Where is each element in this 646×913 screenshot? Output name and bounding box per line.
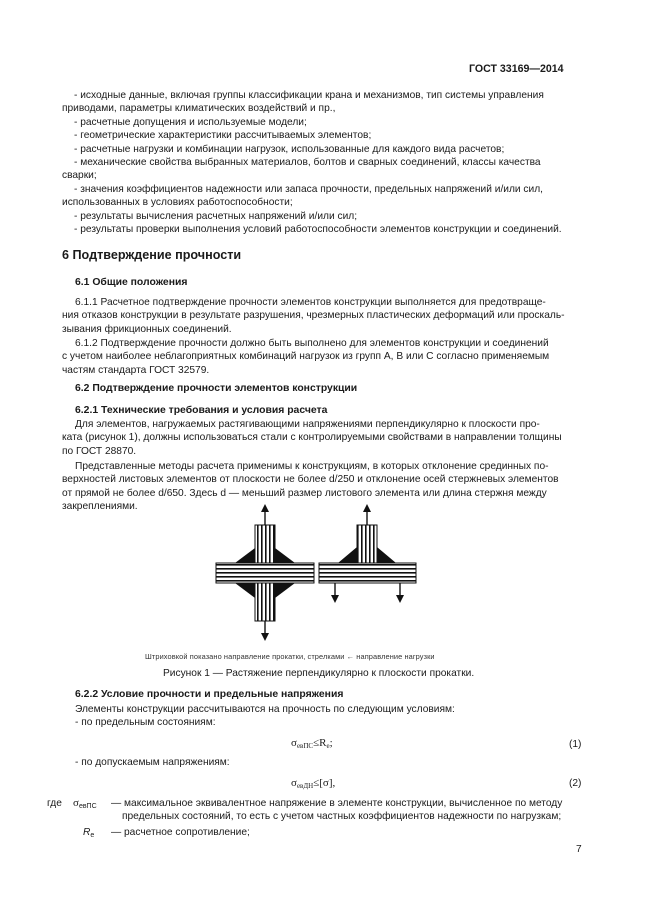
subsection-title: 6.1 Общие положения xyxy=(75,277,188,288)
weld-fillet xyxy=(377,547,396,563)
formula-1-number: (1) xyxy=(569,739,582,750)
weld-fillet xyxy=(338,547,357,563)
formula-1: σeвПС≤Re; xyxy=(291,737,333,750)
list-item: - механические свойства выбранных материалов, болтов и сварных соединений, классы качества xyxy=(74,157,541,169)
list-item-cont: сварки; xyxy=(62,170,97,182)
cruciform-joint xyxy=(216,504,314,641)
list-item: - расчетные допущения и используемые модели; xyxy=(74,116,307,128)
doc-header: ГОСТ 33169—2014 xyxy=(469,63,564,75)
list-item: - результаты вычисления расчетных напряжений и/или сил; xyxy=(74,210,358,222)
list-item: - по предельным состояниям: xyxy=(75,717,216,728)
horizontal-plate xyxy=(216,563,314,583)
horizontal-plate xyxy=(319,563,416,583)
list-item: - исходные данные, включая группы классификации крана и механизмов, тип системы управления xyxy=(74,90,544,101)
list-item: - расчетные нагрузки и комбинации нагрузок, использованные для каждого вида расчетов; xyxy=(74,143,505,155)
page-number: 7 xyxy=(576,844,582,855)
where-symbol-1: σeвПС xyxy=(73,797,97,810)
subsection-title: 6.2 Подтверждение прочности элементов конструкции xyxy=(75,383,358,394)
weld-fillet xyxy=(275,583,295,598)
list-item: - по допускаемым напряжениям: xyxy=(75,757,230,768)
formula-2-number: (2) xyxy=(569,778,582,789)
arrow-head-up-icon xyxy=(363,504,371,512)
paragraph-611: 6.1.1 Расчетное подтверждение прочности элементов конструкции выполняется для предотвраще- ния отказов конструкции в результате разрушения, чрезмерных пластических деформаций или проскаль- зывания фрикционных соединений. xyxy=(62,297,565,335)
where-label: где xyxy=(47,798,62,809)
paragraph-621-1: Для элементов, нагружаемых растягивающими напряжениями перпендикулярно к плоскости про- ката (рисунок 1), должны использоваться стали с контролируемыми свойствами в направлении толщины по ГОСТ 28870. xyxy=(62,419,562,457)
subsubsection-title: 6.2.1 Технические требования и условия расчета xyxy=(75,405,328,416)
arrow-head-down-icon xyxy=(331,595,339,603)
figure-1-diagram xyxy=(205,500,430,645)
list-item: - геометрические характеристики рассчитываемых элементов; xyxy=(74,130,372,142)
lower-plate xyxy=(255,583,275,621)
paragraph-621-2: Представленные методы расчета применимы к конструкциям, в которых отклонение срединных по- верхностей листовых элементов от плоскости не более d/250 и отклонение осей стержневых элементов от прямой не более d/650. Здесь d — меньший размер листового элемента или длина стержня между закреплениями. xyxy=(62,461,559,513)
paragraph-612: 6.1.2 Подтверждение прочности должно быть выполнено для элементов конструкции и соединений с учетом наиболее неблагоприятных комбинаций нагрузок из групп А, В или С согласно применяемым частям стандарта ГОСТ 32579. xyxy=(62,338,550,376)
section-title: 6 Подтверждение прочности xyxy=(62,248,242,262)
weld-fillet xyxy=(275,548,295,563)
subsubsection-title: 6.2.2 Условие прочности и предельные напряжения xyxy=(75,689,344,700)
formula-2: σeвДН≤[σ], xyxy=(291,777,336,790)
upper-plate xyxy=(255,525,275,563)
figure-caption: Рисунок 1 — Растяжение перпендикулярно к плоскости прокатки. xyxy=(163,668,475,679)
list-item-cont: использованных в условиях работоспособности; xyxy=(62,197,293,209)
paragraph-622-intro: Элементы конструкции рассчитываются на прочность по следующим условиям: xyxy=(75,704,455,715)
upper-plate xyxy=(357,525,377,563)
where-definition-1: — максимальное эквивалентное напряжение в элементе конструкции, вычисленное по методу предельных состояний, то есть с учетом частных коэффициентов надежности по нагрузкам; xyxy=(111,798,563,823)
list-item: - значения коэффициентов надежности или запаса прочности, предельных напряжений и/или сил, xyxy=(74,183,543,195)
list-item: - результаты проверки выполнения условий работоспособности элементов конструкции и соединений. xyxy=(74,224,562,236)
bullet-list-top xyxy=(62,89,585,236)
figure-note: Штриховкой показано направление прокатки, стрелками ← направление нагрузки xyxy=(145,652,435,661)
t-joint xyxy=(319,504,416,603)
list-item-cont: приводами, параметры климатических воздействий и пр., xyxy=(62,103,336,115)
where-symbol-2: Re xyxy=(83,827,95,839)
arrow-head-up-icon xyxy=(261,504,269,512)
weld-fillet xyxy=(235,583,255,598)
weld-fillet xyxy=(235,548,255,563)
where-definition-2: — расчетное сопротивление; xyxy=(111,827,250,838)
arrow-head-down-icon xyxy=(261,633,269,641)
arrow-head-down-icon xyxy=(396,595,404,603)
